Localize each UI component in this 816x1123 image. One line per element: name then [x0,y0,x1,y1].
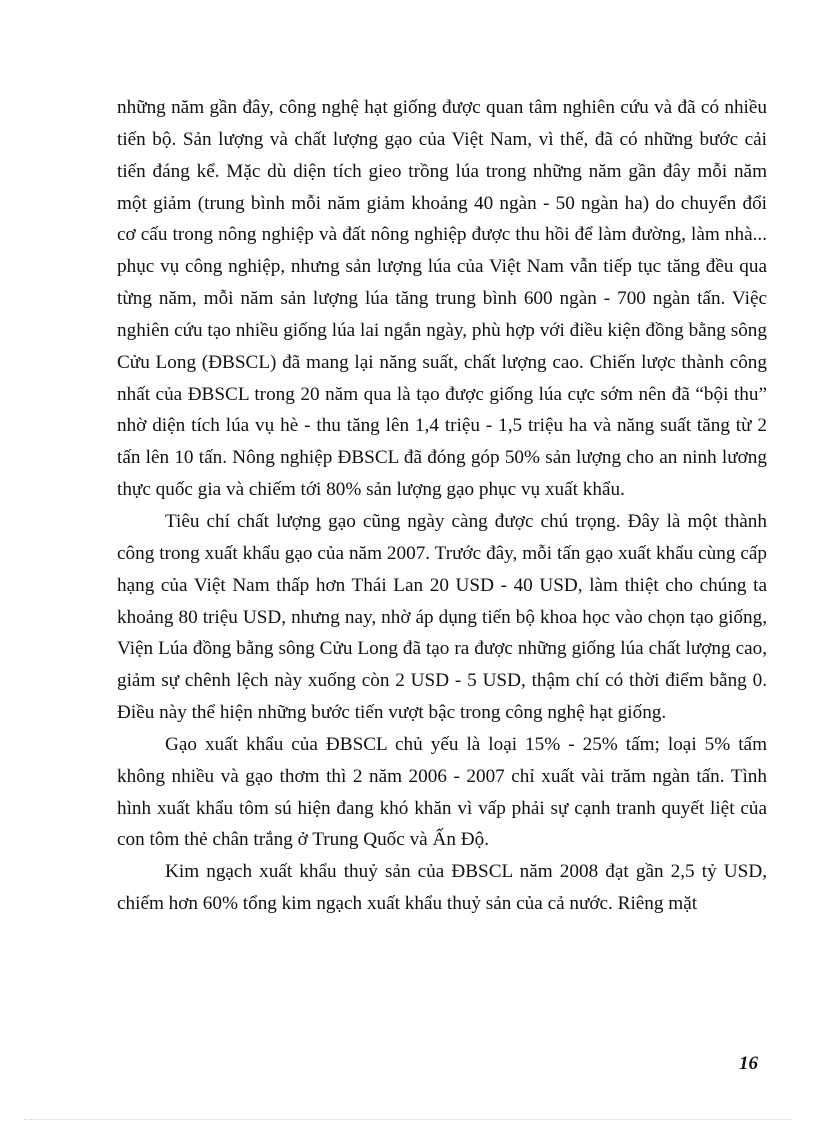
paragraph-rice-export-types: Gạo xuất khẩu của ĐBSCL chủ yếu là loại 15% - 25% tấm; loại 5% tấm không nhiều và gạo thơm thì 2 năm 2006 - 2007 chỉ xuất vài trăm ngàn tấn. Tình hình xuất khẩu tôm sú hiện đang khó khăn vì vấp phải sự cạnh tranh quyết liệt của con tôm thẻ chân trắng ở Trung Quốc và Ấn Độ. [117,733,767,851]
paragraph-seafood-export: Kim ngạch xuất khẩu thuỷ sản của ĐBSCL năm 2008 đạt gần 2,5 tỷ USD, chiếm hơn 60% tổng kim ngạch xuất khẩu thuỷ sản của cả nước. Riêng mặt [117,861,767,915]
footer-divider [24,1119,792,1120]
paragraph-rice-quality: Tiêu chí chất lượng gạo cũng ngày càng được chú trọng. Đây là một thành công trong xuất khẩu gạo của năm 2007. Trước đây, mỗi tấn gạo xuất khẩu cùng cấp hạng của Việt Nam thấp hơn Thái Lan 20 USD - 40 USD, làm thiệt cho chúng ta khoảng 80 triệu USD, nhưng nay, nhờ áp dụng tiến bộ khoa học vào chọn tạo giống, Viện Lúa đồng bằng sông Cửu Long đã tạo ra được những giống lúa chất lượng cao, giảm sự chênh lệch này xuống còn 2 USD - 5 USD, thậm chí có thời điểm bằng 0. Điều này thể hiện những bước tiến vượt bậc trong công nghệ hạt giống. [117,510,767,724]
paragraph-rice-seed-technology: những năm gần đây, công nghệ hạt giống được quan tâm nghiên cứu và đã có nhiều tiến bộ. Sản lượng và chất lượng gạo của Việt Nam, vì thế, đã có những bước cải tiến đáng kể. Mặc dù diện tích gieo trồng lúa trong những năm gần đây mỗi năm một giảm (trung bình mỗi năm giảm khoảng 40 ngàn - 50 ngàn ha) do chuyển đổi cơ cấu trong nông nghiệp và đất nông nghiệp được thu hồi để làm đường, làm nhà... phục vụ công nghiệp, nhưng sản lượng lúa của Việt Nam vẫn tiếp tục tăng đều qua từng năm, mỗi năm sản lượng lúa tăng trung bình 600 ngàn - 700 ngàn tấn. Việc nghiên cứu tạo nhiều giống lúa lai ngắn ngày, phù hợp với điều kiện đồng bằng sông Cửu Long (ĐBSCL) đã mang lại năng suất, chất lượng cao. Chiến lược thành công nhất của ĐBSCL trong 20 năm qua là tạo được giống lúa cực sớm nên đã “bội thu” nhờ diện tích lúa vụ hè - thu tăng lên 1,4 triệu - 1,5 triệu ha và năng suất tăng từ 2 tấn lên 10 tấn. Nông nghiệp ĐBSCL đã đóng góp 50% sản lượng cho an ninh lương thực quốc gia và chiếm tới 80% sản lượng gạo phục vụ xuất khẩu. [117,97,767,501]
page-number: 16 [739,1053,758,1074]
body-text [117,92,767,920]
